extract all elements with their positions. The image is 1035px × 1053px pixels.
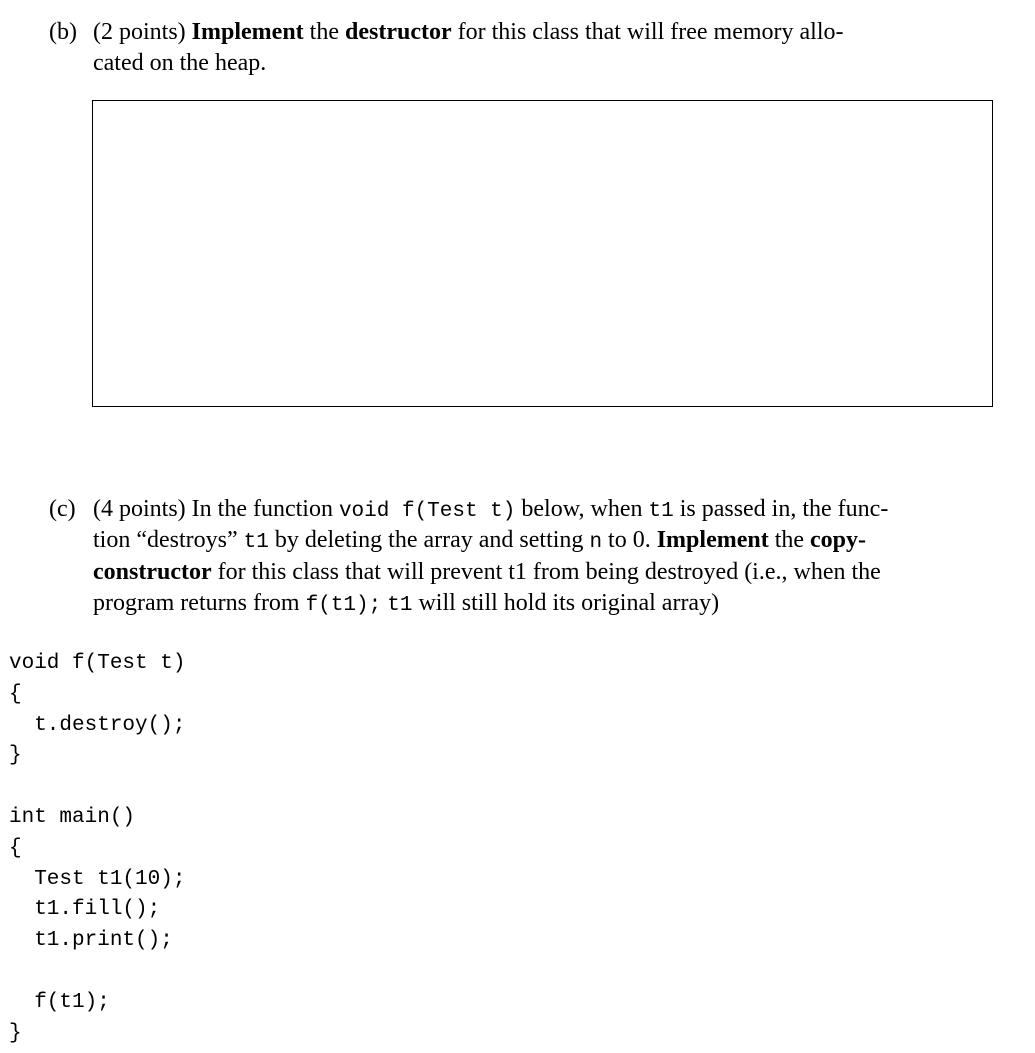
question-b-label: (b) xyxy=(49,19,77,45)
question-c-l2-pre: tion “destroys” xyxy=(93,527,244,553)
question-c-constructor: constructor xyxy=(93,559,212,585)
question-c-l2-mid2: to 0. xyxy=(602,527,657,553)
question-b-line-1 xyxy=(93,17,844,49)
code-line: t1.print(); xyxy=(9,929,173,953)
question-c-code-t1-c: t1 xyxy=(387,594,413,617)
question-b-implement: Implement xyxy=(191,19,304,45)
code-line: void f(Test t) xyxy=(9,652,186,675)
question-c-l1-post: is passed in, the func- xyxy=(673,496,889,522)
question-c-l3-rest: for this class that will prevent t1 from being destroyed (i.e., when the xyxy=(211,559,881,585)
code-line: { xyxy=(9,836,22,860)
question-c-l2-mid1: by deleting the array and setting xyxy=(268,527,590,553)
question-c-copy: copy- xyxy=(810,527,867,553)
question-c-code-n: n xyxy=(589,531,603,554)
code-line: Test t1(10); xyxy=(9,867,186,891)
code-line: { xyxy=(9,682,22,706)
question-b-rest: for this class that will free memory allo- xyxy=(451,19,844,45)
question-c-l4-pre: program returns from xyxy=(93,590,306,616)
question-c-l4-post: will still hold its original array) xyxy=(412,590,720,616)
question-c-label: (c) xyxy=(49,496,76,522)
answer-box[interactable] xyxy=(92,100,993,407)
code-line: } xyxy=(9,744,22,768)
question-b-destructor: destructor xyxy=(344,19,452,45)
question-b-the: the xyxy=(303,19,345,45)
question-c-l1-mid: below, when xyxy=(515,496,649,522)
code-line xyxy=(9,957,185,988)
code-line: int main() xyxy=(9,805,136,829)
code-listing xyxy=(9,649,185,1049)
question-c-l1-pre: (4 points) In the function xyxy=(93,496,339,522)
question-c-code-t1: t1 xyxy=(648,500,674,523)
code-line xyxy=(9,772,185,803)
code-line: f(t1); xyxy=(9,990,110,1014)
question-c-line-1 xyxy=(93,494,888,528)
question-c-code-t1-b: t1 xyxy=(243,531,269,554)
code-line: t1.fill(); xyxy=(9,898,161,922)
question-c-code-signature: void f(Test t) xyxy=(338,500,516,523)
code-line: } xyxy=(9,1021,22,1045)
question-c-line-4 xyxy=(93,588,719,622)
question-c-line-2 xyxy=(93,525,866,559)
question-c-line-3 xyxy=(93,557,881,589)
question-c-the: the xyxy=(768,527,811,553)
question-b-line-2: cated on the heap. xyxy=(93,50,267,76)
question-c-implement: Implement xyxy=(656,527,769,553)
code-line: t.destroy(); xyxy=(9,713,186,737)
question-c-code-call: f(t1); xyxy=(305,594,382,617)
question-b-points: (2 points) xyxy=(93,19,192,45)
